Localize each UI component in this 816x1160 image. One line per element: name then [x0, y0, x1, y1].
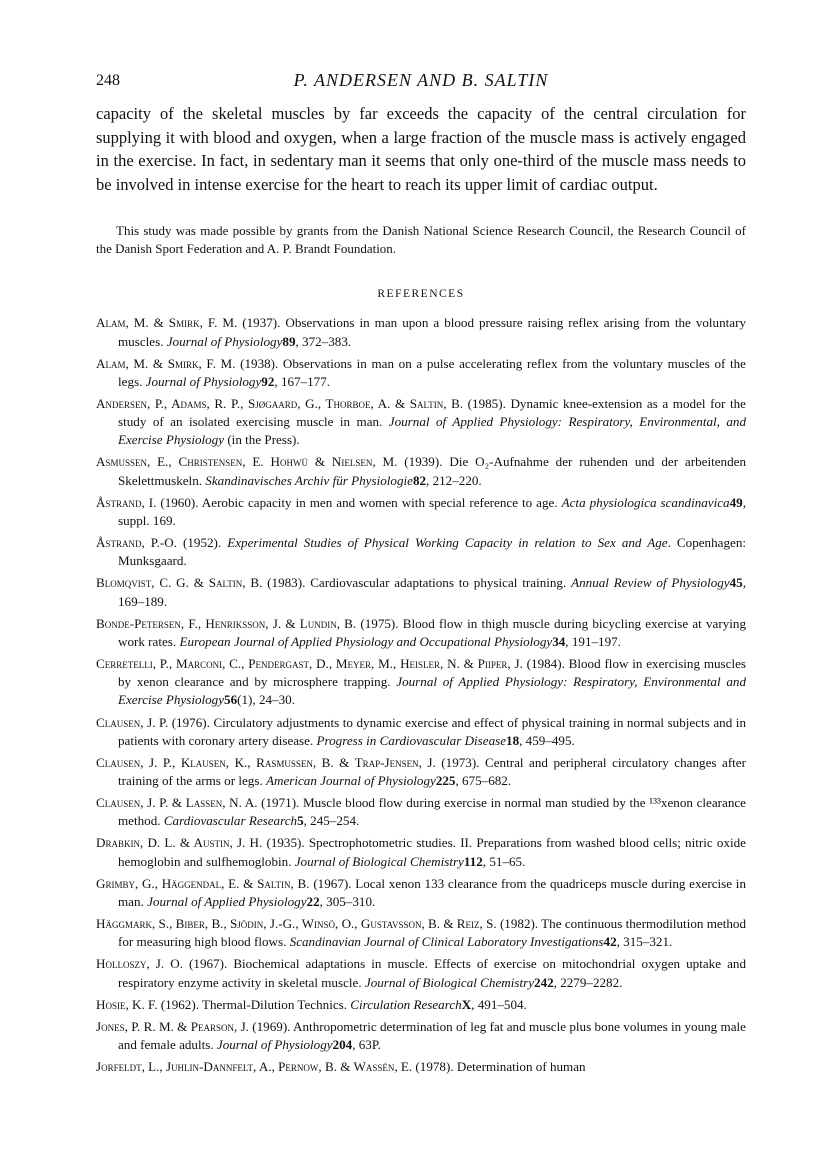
reference-item [96, 915, 746, 951]
reference-item [96, 834, 746, 870]
reference-authors: Clausen, J. P., Klausen, K., Rasmussen, B. & Trap-Jensen, J. [96, 754, 436, 770]
reference-volume: 42 [603, 934, 617, 950]
reference-text: (1976). Circulatory adjustments to dynamic exercise and effect of physical training in normal subjects and in patients with coronary artery disease. [118, 714, 746, 748]
reference-item [96, 1018, 746, 1054]
reference-volume: 82 [412, 472, 427, 488]
reference-pages: , 305–310. [319, 893, 376, 909]
reference-pages: (1), 24–30. [237, 692, 295, 708]
reference-volume: 56 [224, 692, 238, 708]
reference-journal: Journal of Physiology [145, 373, 262, 389]
reference-text: (1983). Cardiovascular adaptations to physical training. [262, 575, 572, 591]
reference-pages: , 675–682. [455, 772, 512, 788]
reference-item [96, 714, 746, 750]
reference-volume: 204 [332, 1037, 353, 1052]
reference-journal: American Journal of Physiology [266, 772, 436, 788]
reference-item [96, 453, 746, 489]
reference-volume: 49 [729, 494, 743, 510]
reference-pages: , 245–254. [303, 813, 360, 829]
reference-pages: , 169–189. [118, 575, 746, 609]
reference-authors: Häggmark, S., Biber, B., Sjödin, J.-G., Winsö, O., Gustavsson, B. & Reiz, S. [96, 916, 497, 932]
reference-text: (1967). Local xenon 133 clearance from the quadriceps muscle during exercise in man. [118, 875, 746, 909]
reference-text: (1938). Observations in man on a pulse accelerating reflex from the voluntary muscles of the legs. [118, 355, 746, 389]
reference-volume: 225 [435, 772, 456, 788]
reference-authors: Blomqvist, C. G. & Saltin, B. [96, 575, 263, 591]
reference-journal: Progress in Cardiovascular Disease [316, 732, 507, 748]
reference-pages: , 491–504. [471, 996, 527, 1012]
reference-text: (1962). Thermal-Dilution Technics. [157, 996, 351, 1012]
reference-authors: Andersen, P., Adams, R. P., Sjøgaard, G., Thorboe, A. & Saltin, B. [96, 396, 464, 411]
reference-item [96, 955, 746, 991]
reference-volume: 34 [552, 633, 566, 649]
reference-pages: , 315–321. [616, 934, 673, 950]
reference-item [96, 1058, 746, 1076]
reference-journal: Scandinavian Journal of Clinical Laboratory Investigations [289, 934, 604, 950]
reference-authors: Bonde-Petersen, F., Henriksson, J. & Lundin, B. [96, 615, 357, 631]
reference-journal: Journal of Biological Chemistry [364, 974, 535, 990]
reference-item [96, 615, 746, 651]
reference-text: (1939). Die O₂-Aufnahme der ruhenden und der arbeitenden Skelettmuskeln. [118, 454, 746, 488]
page-header [96, 70, 746, 100]
reference-authors: Clausen, J. P. [96, 714, 169, 730]
page-number: 248 [96, 72, 120, 89]
reference-authors: Cerretelli, P., Marconi, C., Pendergast, D., Meyer, M., Heisler, N. & Piiper, J. [96, 656, 523, 672]
reference-item [96, 355, 746, 391]
reference-authors: Jones, P. R. M. & Pearson, J. [96, 1018, 249, 1034]
reference-journal: Journal of Physiology [166, 333, 283, 349]
reference-journal: Journal of Biological Chemistry [294, 853, 464, 869]
reference-pages: , 459–495. [519, 732, 575, 748]
reference-item [96, 314, 746, 350]
references-heading: REFERENCES [377, 288, 465, 301]
reference-volume: 45 [729, 575, 743, 591]
reference-volume: 18 [506, 732, 520, 748]
reference-text: (1960). Aerobic capacity in men and women with special reference to age. [156, 494, 562, 510]
reference-journal: Journal of Applied Physiology: Respiratory, Environmental, and Exercise Physiology [118, 414, 746, 448]
reference-volume: 89 [282, 333, 296, 349]
reference-journal: Skandinavisches Archiv für Physiologie [205, 472, 413, 488]
reference-pages: , suppl. 169. [118, 494, 746, 528]
reference-authors: Clausen, J. P. & Lassen, N. A. [96, 795, 258, 811]
reference-journal: European Journal of Applied Physiology and Occupational Physiology [179, 633, 553, 649]
reference-item [96, 875, 746, 911]
reference-text: (1978). Determination of human [412, 1059, 586, 1075]
reference-pages: . Copenhagen: Munksgaard. [118, 535, 746, 569]
reference-authors: Jorfeldt, L., Juhlin-Dannfelt, A., Pernow, B. & Wassén, E. [96, 1059, 413, 1075]
reference-text: (1984). Blood flow in exercising muscles by xenon clearance and by microsphere trapping. [118, 656, 747, 690]
reference-authors: Holloszy, J. O. [96, 956, 183, 972]
reference-text: (1969). Anthropometric determination of leg fat and muscle plus bone volumes in young male and female adults. [118, 1018, 746, 1052]
reference-text: (1971). Muscle blood flow during exercise in normal man studied by the ¹³³xenon clearance method. [118, 795, 746, 829]
reference-journal: Annual Review of Physiology [571, 575, 730, 591]
reference-text: (1975). Blood flow in thigh muscle during bicycling exercise at varying work rates. [118, 615, 746, 649]
page [96, 70, 746, 1076]
references-list [96, 314, 746, 1076]
reference-item [96, 534, 746, 570]
reference-text: (1967). Biochemical adaptations in muscle. Effects of exercise on mitochondrial oxygen uptake and respiratory enzyme activity in skeletal muscle. [118, 956, 747, 990]
reference-journal: Circulation Research [350, 996, 462, 1012]
reference-text: (1985). Dynamic knee-extension as a model for the study of an isolated exercising muscle in man. [118, 396, 746, 430]
reference-authors: Asmussen, E., Christensen, E. Hohwü & Nielsen, M. [96, 454, 398, 470]
reference-authors: Hosie, K. F. [96, 996, 158, 1012]
reference-authors: Drabkin, D. L. & Austin, J. H. [96, 835, 263, 851]
reference-pages: , 372–383. [295, 333, 352, 349]
reference-authors: Alam, M. & Smirk, F. M. [96, 355, 236, 371]
reference-authors: Åstrand, P.-O. [96, 535, 177, 551]
reference-journal: Acta physiologica scandinavica [561, 494, 730, 510]
reference-item [96, 754, 746, 790]
body-paragraph: capacity of the skeletal muscles by far exceeds the capacity of the central circulation for supplying it with blood and oxygen, when a large fraction of the muscle mass is actively engaged in the exercise. In fact, in sedentary man it seems that only one-third of the muscle mass needs to be involved in intense exercise for the heart to reach its upper limit of cardiac output. [96, 104, 746, 194]
reference-text: (1952). [176, 535, 228, 551]
reference-authors: Åstrand, I. [96, 494, 157, 510]
reference-journal: Journal of Physiology [216, 1037, 333, 1052]
reference-pages: , 212–220. [426, 472, 482, 488]
reference-journal: Journal of Applied Physiology: Respiratory, Environmental and Exercise Physiology [118, 674, 746, 708]
reference-pages: , 167–177. [274, 373, 331, 389]
reference-pages: , 191–197. [565, 633, 621, 649]
reference-volume: 112 [463, 853, 483, 869]
reference-authors: Alam, M. & Smirk, F. M. [96, 315, 238, 331]
reference-volume: X [461, 996, 472, 1012]
reference-volume: 92 [261, 373, 275, 389]
reference-item [96, 494, 746, 530]
reference-text: (1973). Central and peripheral circulatory changes after training of the arms or legs. [118, 754, 746, 788]
running-head: P. ANDERSEN AND B. SALTIN [293, 70, 549, 90]
reference-journal: Journal of Applied Physiology [147, 893, 307, 909]
reference-authors: Grimby, G., Häggendal, E. & Saltin, B. [96, 875, 310, 891]
reference-pages: (in the Press). [224, 432, 300, 448]
reference-item [96, 794, 746, 830]
reference-text: (1935). Spectrophotometric studies. II. Preparations from washed blood cells; nitric oxide hemoglobin and sulfhemoglobin. [118, 835, 746, 869]
reference-volume: 5 [297, 813, 304, 829]
reference-volume: 242 [534, 974, 554, 990]
reference-journal: Experimental Studies of Physical Working Capacity in relation to Sex and Age [227, 535, 668, 551]
reference-pages: , 51–65. [482, 853, 526, 869]
reference-item [96, 996, 746, 1014]
reference-item [96, 395, 746, 449]
reference-item [96, 574, 746, 610]
reference-pages: , 2279–2282. [553, 974, 623, 990]
reference-volume: 22 [306, 893, 320, 909]
reference-item [96, 655, 746, 709]
reference-pages: , 63P. [352, 1037, 381, 1052]
reference-journal: Cardiovascular Research [163, 813, 298, 829]
reference-text: (1937). Observations in man upon a blood pressure raising reflex arising from the voluntary muscles. [118, 315, 747, 349]
acknowledgement: This study was made possible by grants from the Danish National Science Research Council, the Research Council of the Danish Sport Federation and A. P. Brandt Foundation. [96, 223, 746, 257]
reference-text: (1982). The continuous thermodilution method for measuring high blood flows. [118, 916, 746, 950]
